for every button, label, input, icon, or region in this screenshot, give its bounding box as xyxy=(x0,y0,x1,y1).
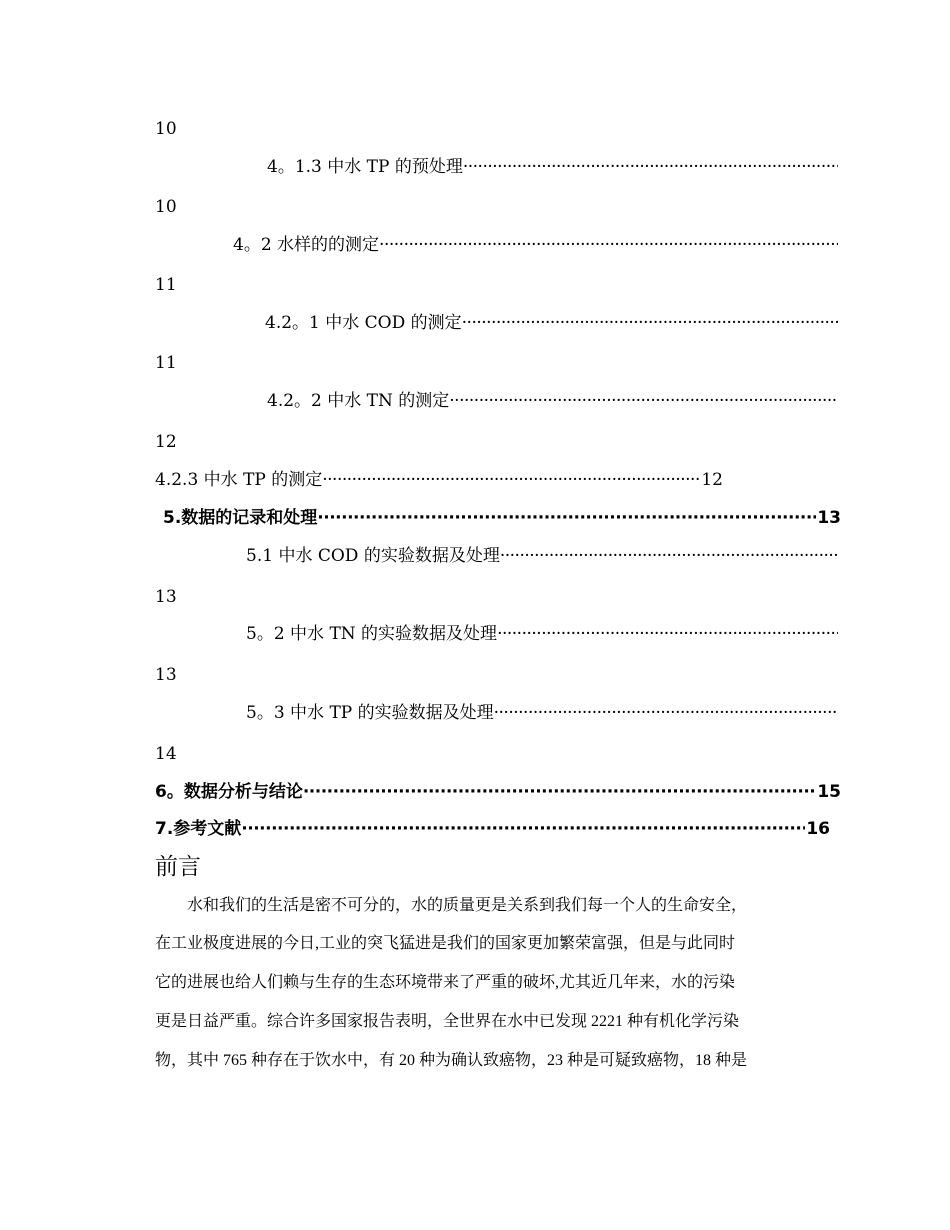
toc-page-number: 16 xyxy=(806,819,830,839)
toc-entry-label: 4.2。1 中水 COD 的测定 xyxy=(265,313,462,333)
toc-entry[interactable] xyxy=(163,507,841,529)
toc-leader-dots xyxy=(317,507,816,529)
toc-entry-label: 5。2 中水 TN 的实验数据及处理 xyxy=(246,624,498,644)
toc-leader-dots xyxy=(494,702,838,724)
toc-entry-label: 4。2 水样的的测定 xyxy=(233,235,380,255)
toc-leader-dots xyxy=(322,469,700,491)
toc-entry-label: 6。数据分析与结论 xyxy=(155,782,303,802)
toc-leader-dots xyxy=(449,390,838,412)
toc-entry[interactable] xyxy=(155,781,841,803)
toc-page-number: 12 xyxy=(155,432,177,452)
toc-entry[interactable] xyxy=(267,156,838,178)
toc-leader-dots xyxy=(303,781,816,803)
preface-paragraph-line: 更是日益严重。综合许多国家报告表明，全世界在水中已发现 2221 种有机化学污染 xyxy=(155,1013,740,1030)
toc-entry-label: 5.数据的记录和处理 xyxy=(163,508,318,528)
toc-entry-label: 5.1 中水 COD 的实验数据及处理 xyxy=(246,546,500,566)
toc-leader-dots xyxy=(241,818,805,840)
preface-paragraph-line: 物，其中 765 种存在于饮水中，有 20 种为确认致癌物，23 种是可疑致癌物，18 种是 xyxy=(155,1052,748,1069)
preface-paragraph-line: 水和我们的生活是密不可分的，水的质量更是关系到我们每一个人的生命安全， xyxy=(187,897,748,914)
toc-entry-label: 4.2.3 中水 TP 的测定 xyxy=(155,470,323,490)
toc-leader-dots xyxy=(462,312,838,334)
toc-entry[interactable] xyxy=(246,702,838,724)
toc-entry[interactable] xyxy=(155,818,830,840)
toc-entry-label: 4。1.3 中水 TP 的预处理 xyxy=(267,157,463,177)
toc-page-number: 12 xyxy=(701,470,723,490)
toc-page-number: 13 xyxy=(817,508,841,528)
toc-page-number: 11 xyxy=(155,275,177,295)
toc-page-number: 10 xyxy=(155,197,177,217)
toc-page-number: 13 xyxy=(155,665,177,685)
toc-entry[interactable] xyxy=(233,234,838,256)
toc-page-number: 10 xyxy=(155,119,177,139)
toc-entry[interactable] xyxy=(246,623,838,645)
toc-leader-dots xyxy=(463,156,838,178)
preface-paragraph-line: 在工业极度进展的今日,工业的突飞猛进是我们的国家更加繁荣富强，但是与此同时 xyxy=(155,935,736,952)
toc-entry-label: 7.参考文献 xyxy=(155,819,242,839)
toc-entry-label: 5。3 中水 TP 的实验数据及处理 xyxy=(246,703,494,723)
toc-entry-label: 4.2。2 中水 TN 的测定 xyxy=(267,391,450,411)
preface-paragraph-line: 它的进展也给人们赖与生存的生态环境带来了严重的破坏,尤其近几年来，水的污染 xyxy=(155,974,736,991)
toc-leader-dots xyxy=(500,545,838,567)
toc-entry[interactable] xyxy=(265,312,838,334)
toc-page-number: 11 xyxy=(155,353,177,373)
toc-page-number: 13 xyxy=(155,587,177,607)
toc-entry[interactable] xyxy=(267,390,838,412)
toc-entry[interactable] xyxy=(246,545,838,567)
preface-heading: 前言 xyxy=(155,854,201,880)
toc-leader-dots xyxy=(379,234,838,256)
toc-entry[interactable] xyxy=(155,469,723,491)
toc-page-number: 15 xyxy=(817,782,841,802)
toc-page-number: 14 xyxy=(155,744,177,764)
toc-leader-dots xyxy=(497,623,838,645)
